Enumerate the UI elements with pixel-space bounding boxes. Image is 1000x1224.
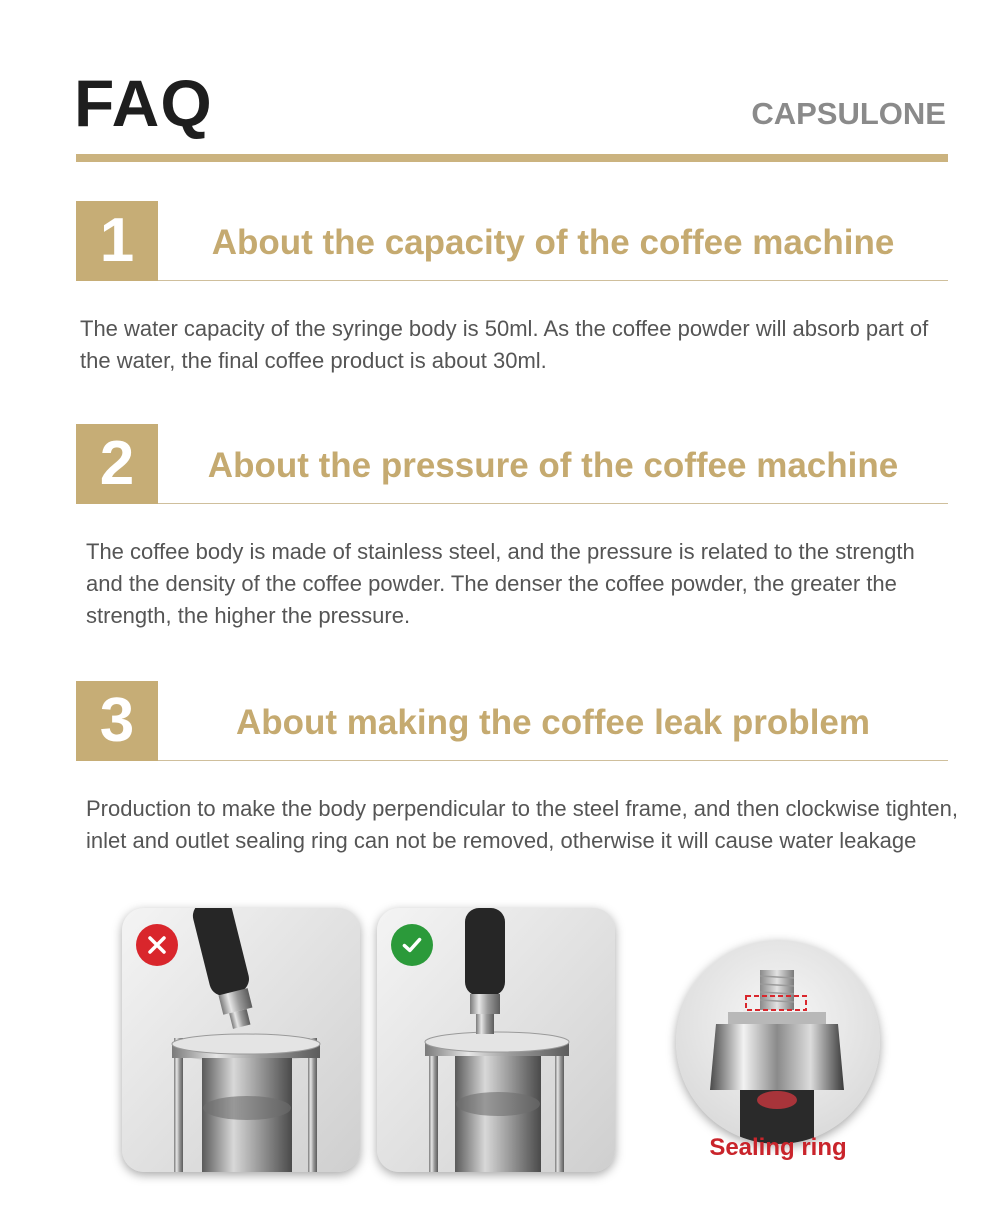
header-divider: [76, 154, 948, 162]
correct-assembly-photo: [377, 908, 615, 1172]
section-number-1: 1: [76, 201, 158, 281]
wrong-badge: [136, 924, 178, 966]
section-number-3: 3: [76, 681, 158, 761]
cross-mark-icon: [145, 933, 169, 957]
section-number-2: 2: [76, 424, 158, 504]
section-divider-1: [158, 280, 948, 281]
brand-name: CAPSULONE: [751, 96, 946, 131]
sealing-ring-photo: [676, 940, 880, 1144]
section-title-1: About the capacity of the coffee machine: [211, 223, 895, 262]
section-body-3: Production to make the body perpendicular to the steel frame, and then clockwise tighten, inlet and outlet sealing ring can not be removed, otherwise it will cause water leakage: [86, 796, 958, 853]
section-divider-2: [158, 503, 948, 504]
section-body-2: The coffee body is made of stainless steel, and the pressure is related to the strength and the density of the coffee powder. The denser the coffee powder, the greater the strength, the higher the pressure.: [86, 539, 915, 628]
correct-badge: [391, 924, 433, 966]
check-mark-icon: [399, 932, 425, 958]
section-title-3: About making the coffee leak problem: [236, 703, 870, 742]
section-divider-3: [158, 760, 948, 761]
sealing-ring-caption: Sealing ring: [709, 1134, 847, 1161]
section-body-1: The water capacity of the syringe body is 50ml. As the coffee powder will absorb part of the water, the final coffee product is about 30ml.: [80, 316, 929, 373]
section-title-2: About the pressure of the coffee machine: [207, 446, 899, 485]
page-title: FAQ: [74, 66, 213, 140]
sealing-ring-illustration: [676, 940, 880, 1144]
wrong-assembly-photo: [122, 908, 360, 1172]
